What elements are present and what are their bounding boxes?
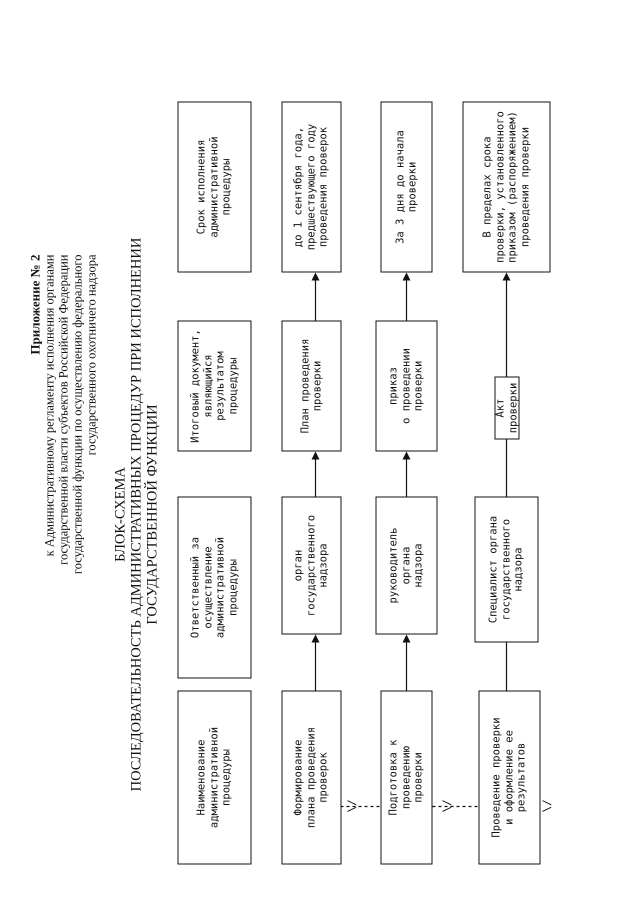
document-cell: приказ о проведении проверки — [376, 321, 438, 452]
header-name-cell: Наименование административной процедуры — [178, 691, 252, 865]
annex-line: к Административному регламенту исполнения органами — [42, 254, 57, 557]
break-mark: \/ — [345, 799, 359, 813]
term-cell: В пределах срока проверки, установленного приказом (распоряжением) проведения проверки — [463, 102, 551, 273]
header-responsible-cell: Ответственный за осуществление административной процедуры — [178, 497, 252, 679]
break-mark: \/ — [440, 799, 454, 813]
break-mark: \/ — [540, 799, 554, 813]
arrowhead — [403, 452, 411, 460]
procedure-name-cell: Подготовка к проведению проверки — [381, 691, 433, 865]
heading-line: ГОСУДАРСТВЕННОЙ ФУНКЦИИ — [144, 404, 161, 625]
document-cell: План проведения проверки — [282, 321, 342, 452]
header-term-cell: Срок исполнения административной процедуры — [178, 102, 252, 273]
procedure-name-cell: Формирование плана проведения проверок — [282, 691, 342, 865]
annex-line: государственной функции по осуществлению федерального — [70, 254, 85, 575]
document-page — [1, 0, 640, 905]
term-cell: За 3 дня до начала проверки — [381, 102, 433, 273]
heading-line: БЛОК-СХЕМА — [112, 467, 129, 562]
responsible-cell: руководитель органа надзора — [376, 497, 438, 635]
arrowhead — [312, 452, 320, 460]
responsible-cell: орган государственного надзора — [282, 497, 342, 635]
arrowhead — [312, 273, 320, 281]
responsible-cell: Специалист органа государственного надзора — [475, 497, 539, 643]
arrowhead — [312, 635, 320, 643]
term-cell: до 1 сентября года, предшествующего году проведения проверок — [282, 102, 342, 273]
annex-title: Приложение № 2 — [27, 254, 43, 355]
arrowhead — [503, 273, 511, 281]
annex-line: государственного охотничего надзора — [84, 254, 99, 456]
header-document-cell: Итоговый документ, являющийся результатом процедуры — [178, 321, 252, 452]
document-cell: Акт проверки — [495, 377, 520, 440]
arrowhead — [403, 273, 411, 281]
arrowhead — [403, 635, 411, 643]
procedure-name-cell: Проведение проверки и оформление ее результатов — [479, 691, 541, 865]
heading-line: ПОСЛЕДОВАТЕЛЬНОСТЬ АДМИНИСТРАТИВНЫХ ПРОЦЕДУР ПРИ ИСПОЛНЕНИИ — [128, 237, 145, 792]
annex-line: государственной власти субъектов Российской Федерации — [56, 254, 71, 565]
